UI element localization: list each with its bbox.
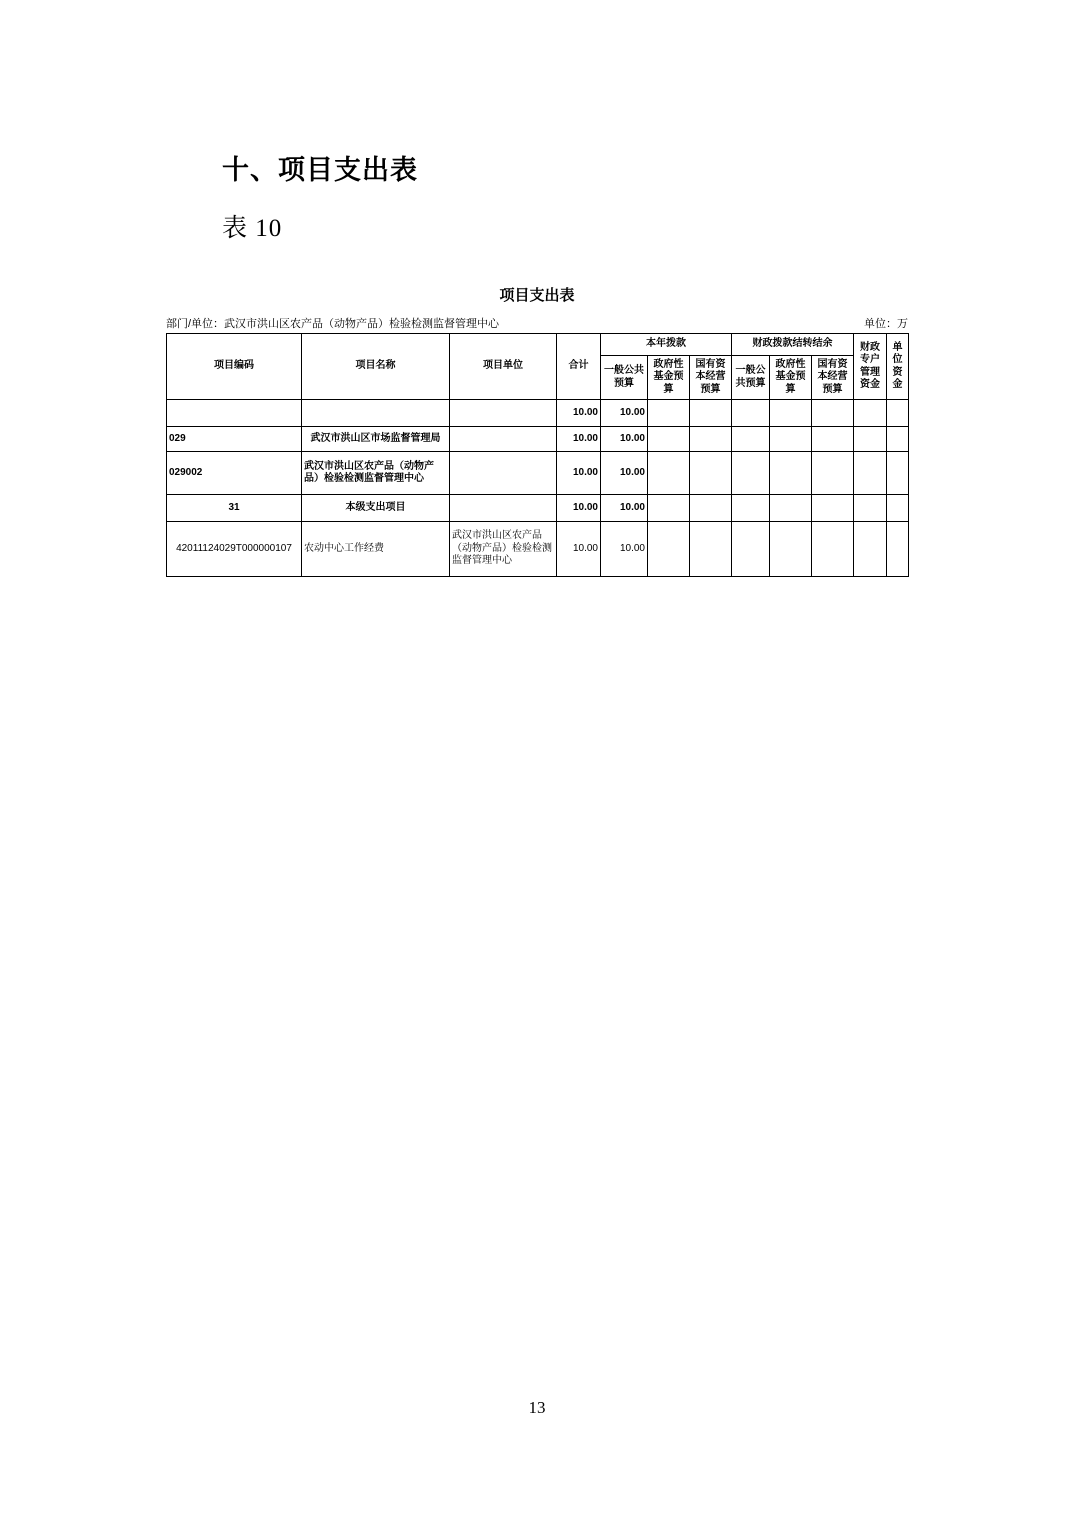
th-project-code: 项目编码 bbox=[167, 334, 302, 400]
cell-unit bbox=[450, 452, 557, 495]
cell-gf1 bbox=[648, 400, 690, 427]
cell-gf1 bbox=[648, 427, 690, 452]
unit-line: 单位：万 bbox=[864, 318, 908, 330]
th-own-funds: 单位资金 bbox=[887, 334, 909, 400]
cell-sc1 bbox=[690, 522, 732, 577]
cell-gp2 bbox=[732, 400, 770, 427]
department-line: 部门/单位：武汉市洪山区农产品（动物产品）检验检测监督管理中心 bbox=[166, 318, 500, 330]
table-row bbox=[167, 522, 909, 577]
cell-gf1 bbox=[648, 452, 690, 495]
cell-total: 10.00 bbox=[557, 522, 601, 577]
table-title: 项目支出表 bbox=[499, 287, 575, 304]
cell-name: 武汉市洪山区农产品（动物产品）检验检测监督管理中心 bbox=[302, 452, 450, 495]
cell-gp1: 10.00 bbox=[601, 495, 648, 522]
cell-gf1 bbox=[648, 495, 690, 522]
th-carryover-group: 财政拨款结转结余 bbox=[732, 334, 854, 356]
cell-total: 10.00 bbox=[557, 400, 601, 427]
cell-gf2 bbox=[770, 522, 812, 577]
cell-name: 本级支出项目 bbox=[302, 495, 450, 522]
cell-sc1 bbox=[690, 452, 732, 495]
cell-gp2 bbox=[732, 495, 770, 522]
cell-total: 10.00 bbox=[557, 495, 601, 522]
th-general-public-budget-1: 一般公共预算 bbox=[601, 356, 648, 400]
cell-total: 10.00 bbox=[557, 452, 601, 495]
th-general-public-budget-2: 一般公共预算 bbox=[732, 356, 770, 400]
th-special-account: 财政专户管理资金 bbox=[854, 334, 887, 400]
table-row bbox=[167, 495, 909, 522]
th-state-capital-budget-2: 国有资本经营预算 bbox=[812, 356, 854, 400]
cell-unit bbox=[450, 495, 557, 522]
table-row bbox=[167, 427, 909, 452]
cell-gp2 bbox=[732, 522, 770, 577]
cell-gf2 bbox=[770, 452, 812, 495]
cell-sc1 bbox=[690, 400, 732, 427]
cell-special bbox=[854, 522, 887, 577]
cell-gf2 bbox=[770, 427, 812, 452]
cell-name bbox=[302, 400, 450, 427]
cell-special bbox=[854, 400, 887, 427]
cell-gp1: 10.00 bbox=[601, 522, 648, 577]
cell-unit: 武汉市洪山区农产品（动物产品）检验检测监督管理中心 bbox=[450, 522, 557, 577]
cell-own bbox=[887, 522, 909, 577]
table-row bbox=[167, 452, 909, 495]
cell-code: 42011124029T000000107 bbox=[167, 522, 302, 577]
cell-code bbox=[167, 400, 302, 427]
cell-gf2 bbox=[770, 495, 812, 522]
table-meta bbox=[166, 315, 908, 331]
th-state-capital-budget-1: 国有资本经营预算 bbox=[690, 356, 732, 400]
cell-gp1: 10.00 bbox=[601, 400, 648, 427]
cell-sc2 bbox=[812, 427, 854, 452]
cell-own bbox=[887, 400, 909, 427]
cell-special bbox=[854, 495, 887, 522]
cell-unit bbox=[450, 427, 557, 452]
cell-special bbox=[854, 452, 887, 495]
cell-name: 武汉市洪山区市场监督管理局 bbox=[302, 427, 450, 452]
project-expenditure-table bbox=[166, 333, 909, 577]
th-total: 合计 bbox=[557, 334, 601, 400]
th-gov-fund-budget-2: 政府性基金预算 bbox=[770, 356, 812, 400]
cell-sc2 bbox=[812, 495, 854, 522]
cell-code: 029002 bbox=[167, 452, 302, 495]
cell-sc1 bbox=[690, 427, 732, 452]
page-number: 13 bbox=[528, 1398, 546, 1417]
section-heading: 十、项目支出表 bbox=[222, 155, 418, 185]
cell-sc2 bbox=[812, 452, 854, 495]
cell-code: 31 bbox=[167, 495, 302, 522]
th-project-unit: 项目单位 bbox=[450, 334, 557, 400]
cell-gf1 bbox=[648, 522, 690, 577]
cell-total: 10.00 bbox=[557, 427, 601, 452]
cell-own bbox=[887, 427, 909, 452]
th-current-year-group: 本年拨款 bbox=[601, 334, 732, 356]
cell-gp1: 10.00 bbox=[601, 452, 648, 495]
th-gov-fund-budget-1: 政府性基金预算 bbox=[648, 356, 690, 400]
th-project-name: 项目名称 bbox=[302, 334, 450, 400]
cell-gf2 bbox=[770, 400, 812, 427]
table-row bbox=[167, 400, 909, 427]
cell-sc1 bbox=[690, 495, 732, 522]
cell-own bbox=[887, 452, 909, 495]
cell-name: 农动中心工作经费 bbox=[302, 522, 450, 577]
table-label: 表 10 bbox=[222, 215, 283, 242]
cell-own bbox=[887, 495, 909, 522]
cell-gp1: 10.00 bbox=[601, 427, 648, 452]
cell-unit bbox=[450, 400, 557, 427]
cell-code: 029 bbox=[167, 427, 302, 452]
cell-gp2 bbox=[732, 427, 770, 452]
cell-special bbox=[854, 427, 887, 452]
cell-gp2 bbox=[732, 452, 770, 495]
cell-sc2 bbox=[812, 522, 854, 577]
cell-sc2 bbox=[812, 400, 854, 427]
